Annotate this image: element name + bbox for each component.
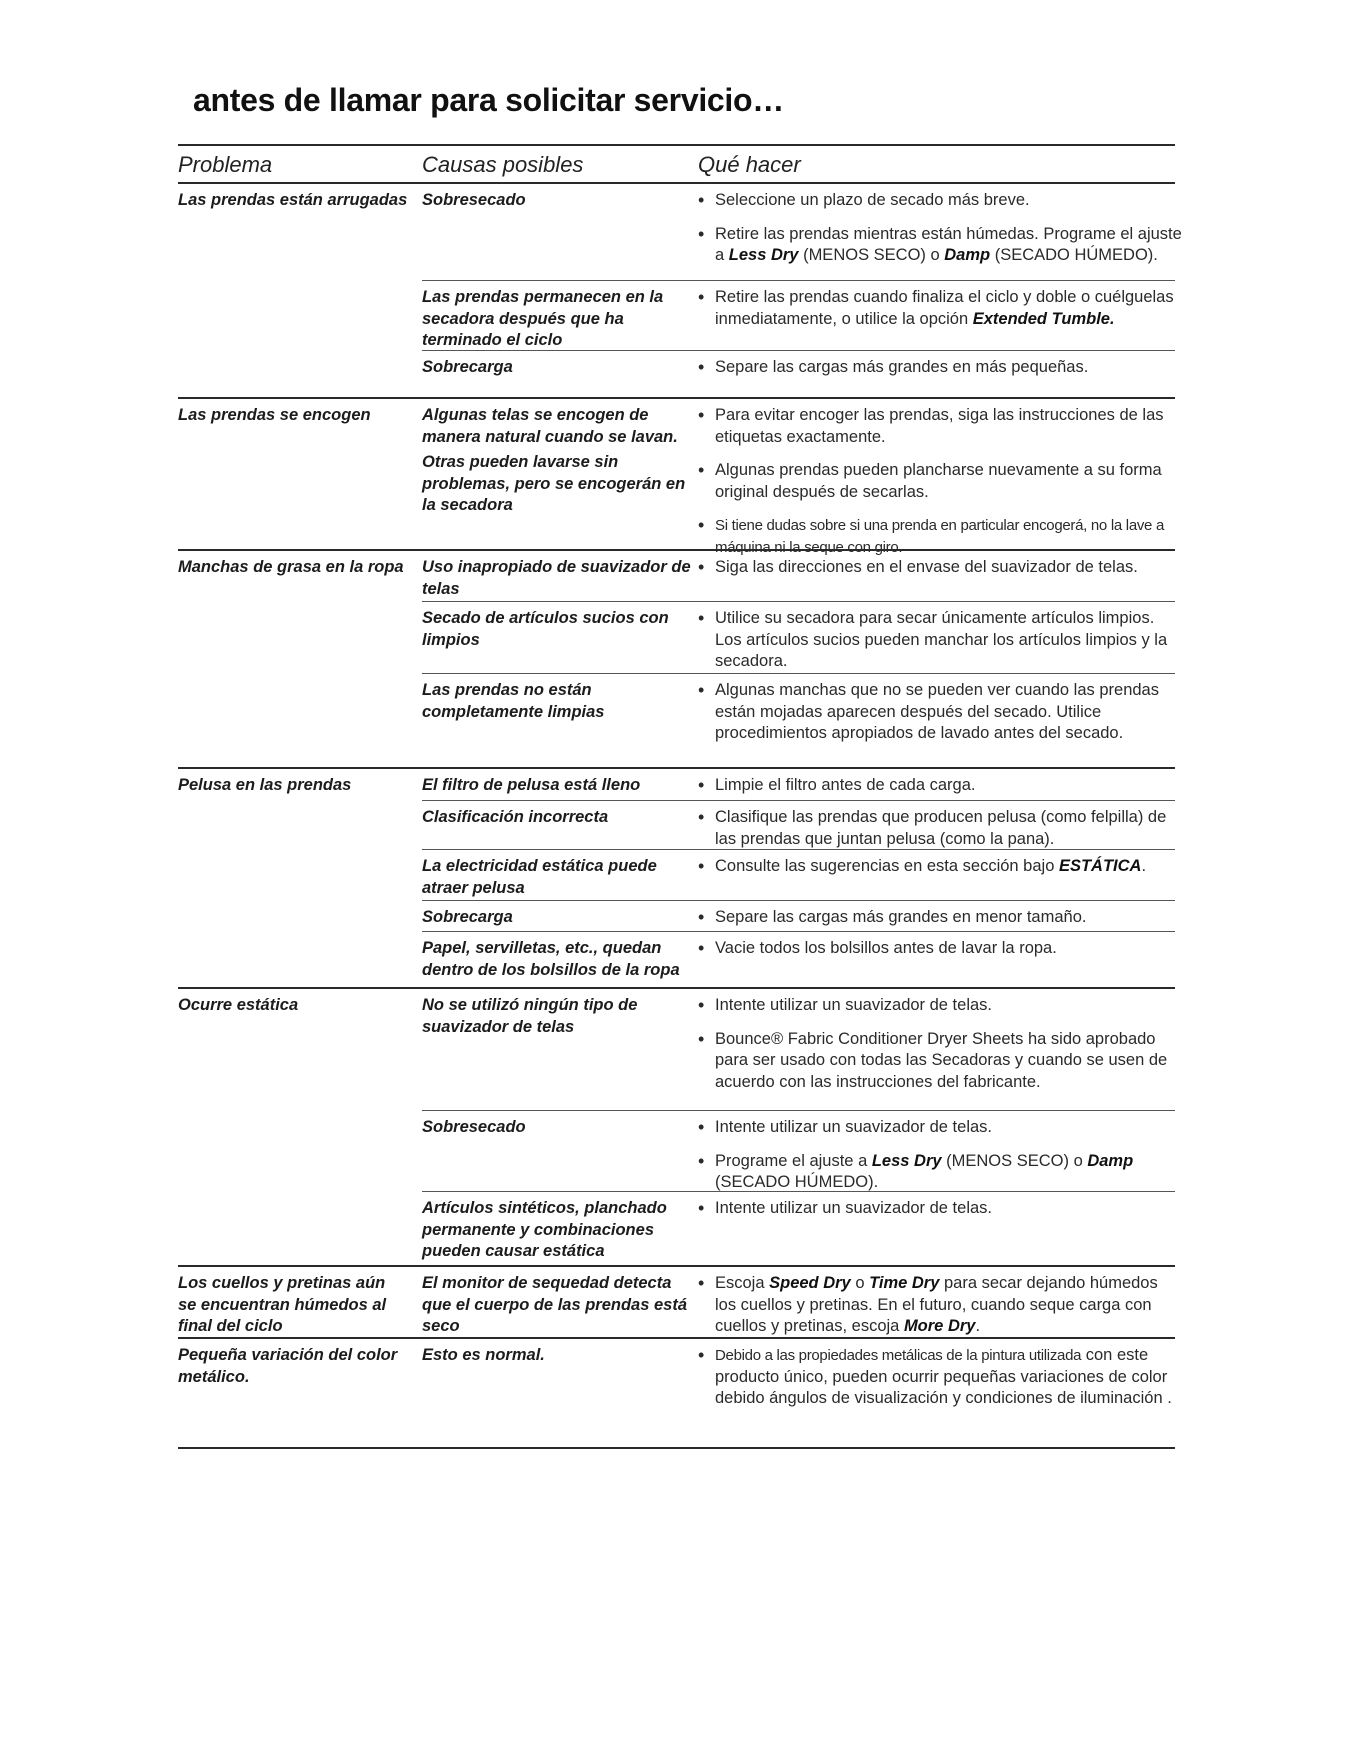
cause-label-line: Clasificación incorrecta [422,808,609,826]
cause-label [422,557,692,604]
setting-name: More Dry [903,1317,976,1335]
cause-row [422,601,1175,673]
action-item [698,405,1183,448]
action-text: con este producto único, pueden ocurrir pequeñas variaciones de color debido ángulos de visualización y condiciones de iluminación . [715,1346,1172,1407]
cause-label [422,1117,692,1143]
action-item [698,357,1183,379]
table-header [178,144,1175,184]
setting-name: Less Dry [871,1151,942,1170]
cause-row [422,1267,1175,1339]
problem-label: Los cuellos y pretinas aún se encuentran húmedos al final del ciclo [178,1274,387,1335]
cause-row [422,673,1175,769]
cause-label-line: No se utilizó ningún tipo de suavizador de telas [422,996,638,1036]
cause-row [422,769,1175,800]
cause-label [422,938,692,985]
page-title: antes de llamar para solicitar servicio… [193,82,784,118]
action-text: Programe el ajuste a [715,1151,872,1170]
cause-row [422,900,1175,931]
action-item [698,1198,1183,1220]
cause-label-line: El monitor de sequedad detecta que el cuerpo de las prendas está seco [422,1274,688,1335]
troubleshooting-table [178,144,1182,1449]
action-item [698,224,1183,267]
problem-group [178,989,1175,1267]
action-text: Intente utilizar un suavizador de telas. [715,1118,992,1136]
action-text: Vacie todos los bolsillos antes de lavar la ropa. [715,939,1057,957]
action-item [698,1029,1183,1094]
cause-label-line: Sobrecarga [422,908,513,926]
action-item [698,1345,1183,1410]
action-item [698,995,1183,1017]
action-list [698,856,1183,890]
setting-name: Less Dry [728,246,799,264]
problem-label: Manchas de grasa en la ropa [178,558,404,576]
cause-label [422,357,692,383]
cause-row [422,1191,1175,1267]
problem-group [178,399,1175,556]
problem-group [178,1267,1175,1339]
action-item [698,1117,1183,1139]
action-text: Consulte las sugerencias en esta sección bajo [715,857,1059,875]
cause-label-line: El filtro de pelusa está lleno [422,776,641,794]
problem-group [178,184,1182,399]
action-text: . [1141,857,1147,875]
action-text: Escoja [715,1274,770,1292]
action-list [698,557,1183,591]
action-list [698,680,1183,757]
action-text: Separe las cargas más grandes en menor tamaño. [715,908,1087,926]
setting-name: Extended Tumble. [972,309,1115,328]
cause-label [422,907,692,933]
action-item [698,608,1183,673]
action-item [698,680,1183,745]
cause-label [422,190,692,216]
cause-label-line: Otras pueden lavarse sin problemas, pero se encogerán en la secadora [422,453,686,514]
action-text: (MENOS SECO) o [798,246,945,264]
action-list [698,1345,1183,1422]
header-problem: Problema [178,152,273,177]
cause-label-line: Secado de artículos sucios con limpios [422,609,669,649]
problem-group [178,1339,1175,1449]
action-list [698,938,1183,972]
cause-label-line: Las prendas no están completamente limpias [422,681,605,721]
action-text: Retire las prendas mientras están húmedas. Programe el ajuste a [715,224,1182,264]
problem-group [178,551,1175,769]
action-text: Retire las prendas cuando finaliza el ciclo y doble o cuélguelas inmediatamente, o utilice la opción [715,288,1174,328]
action-item [698,775,1183,797]
cause-label [422,1273,692,1342]
action-text: (MENOS SECO) o [941,1151,1088,1170]
action-text: Algunas prendas pueden plancharse nuevamente a su forma original después de secarlas. [715,461,1162,501]
setting-name: Speed Dry [769,1274,851,1292]
action-list [698,1198,1183,1232]
action-list [698,995,1183,1105]
action-item [698,460,1183,503]
setting-name: Time Dry [869,1274,940,1292]
action-text: Para evitar encoger las prendas, siga las instrucciones de las etiquetas exactamente. [715,406,1164,446]
cause-label [422,807,692,833]
cause-row [422,800,1175,849]
cause-label-line: Algunas telas se encogen de manera natural cuando se lavan. [422,406,678,446]
problem-label: Las prendas se encogen [178,406,371,424]
cause-row [422,280,1175,350]
action-text: Algunas manchas que no se pueden ver cuando las prendas están mojadas aparecen después del secado. Utilice procedimientos apropiados de lavado antes del secado. [715,681,1159,742]
cause-label-line: Sobresecado [422,1118,526,1136]
cause-label [422,608,692,655]
cause-label [422,995,692,1042]
cause-label-line: Las prendas permanecen en la secadora después que ha terminado el ciclo [422,288,664,349]
problem-label: Ocurre estática [178,996,299,1014]
cause-label-line: Artículos sintéticos, planchado permanente y combinaciones pueden causar estática [422,1199,667,1260]
action-text: Debido a las propiedades metálicas de la pintura utilizada [715,1347,1082,1364]
header-causes: Causas posibles [422,152,584,177]
cause-row [422,399,1175,556]
cause-row [422,989,1175,1110]
table-body [178,184,1182,1449]
cause-label [422,287,692,356]
cause-label [422,775,692,801]
cause-row [422,350,1175,399]
cause-row [422,849,1175,900]
cause-label-line: Sobrecarga [422,358,513,376]
action-list [698,287,1183,342]
action-text: Siga las direcciones en el envase del suavizador de telas. [715,558,1138,576]
cause-label-line: Uso inapropiado de suavizador de telas [422,558,691,598]
action-text: (SECADO HÚMEDO). [715,1173,879,1191]
action-text: Si tiene dudas sobre si una prenda en particular encogerá, no la lave a máquina ni la seque con giro. [715,517,1165,556]
action-item [698,557,1183,579]
setting-name: Damp [944,246,991,264]
action-item [698,1273,1183,1338]
cause-row [422,551,1175,601]
action-text: Seleccione un plazo de secado más breve. [715,191,1030,209]
action-item [698,287,1183,330]
problem-group [178,769,1175,989]
setting-name: ESTÁTICA [1058,857,1142,875]
cause-row [422,184,1182,280]
action-item [698,907,1183,929]
action-item [698,1151,1183,1194]
action-text: Limpie el filtro antes de cada carga. [715,776,976,794]
action-item [698,190,1183,212]
setting-name: Damp [1087,1151,1134,1170]
cause-label [422,856,692,903]
action-item [698,938,1183,960]
cause-row [422,1339,1175,1449]
action-list [698,190,1183,279]
header-action: Qué hacer [698,152,801,177]
action-item [698,807,1183,850]
action-text: Intente utilizar un suavizador de telas. [715,996,992,1014]
action-text: Utilice su secadora para secar únicamente artículos limpios. Los artículos sucios pueden manchar los artículos limpios y la secadora. [715,609,1168,670]
cause-label-line: Papel, servilletas, etc., quedan dentro de los bolsillos de la ropa [422,939,680,979]
action-text: Separe las cargas más grandes en más pequeñas. [715,358,1089,376]
action-text: Intente utilizar un suavizador de telas. [715,1199,992,1217]
action-text: Bounce® Fabric Conditioner Dryer Sheets ha sido aprobado para ser usado con todas las Secadoras y cuando se usen de acuerdo con las instrucciones del fabricante. [715,1029,1168,1091]
cause-label [422,1198,692,1267]
action-item [698,856,1183,878]
cause-label-line: La electricidad estática puede atraer pelusa [422,857,657,897]
action-text: . [975,1317,981,1335]
action-list [698,357,1183,391]
cause-row [422,1110,1175,1191]
action-text: o [850,1274,870,1292]
action-text: (SECADO HÚMEDO). [990,246,1158,264]
cause-row [422,931,1175,989]
problem-label: Las prendas están arrugadas [178,191,408,209]
problem-label: Pelusa en las prendas [178,776,352,794]
action-text: para secar dejando húmedos los cuellos y pretinas. En el futuro, cuando seque carga con cuellos y pretinas, escoja [715,1274,1158,1335]
cause-label [422,1345,692,1371]
cause-label-line: Esto es normal. [422,1346,545,1364]
action-text: Clasifique las prendas que producen pelusa (como felpilla) de las prendas que juntan pelusa (como la pana). [715,808,1167,848]
cause-label-line: Sobresecado [422,191,526,209]
problem-label: Pequeña variación del color metálico. [178,1346,398,1386]
cause-label [422,405,692,521]
action-list [698,405,1183,570]
cause-label [422,680,692,727]
